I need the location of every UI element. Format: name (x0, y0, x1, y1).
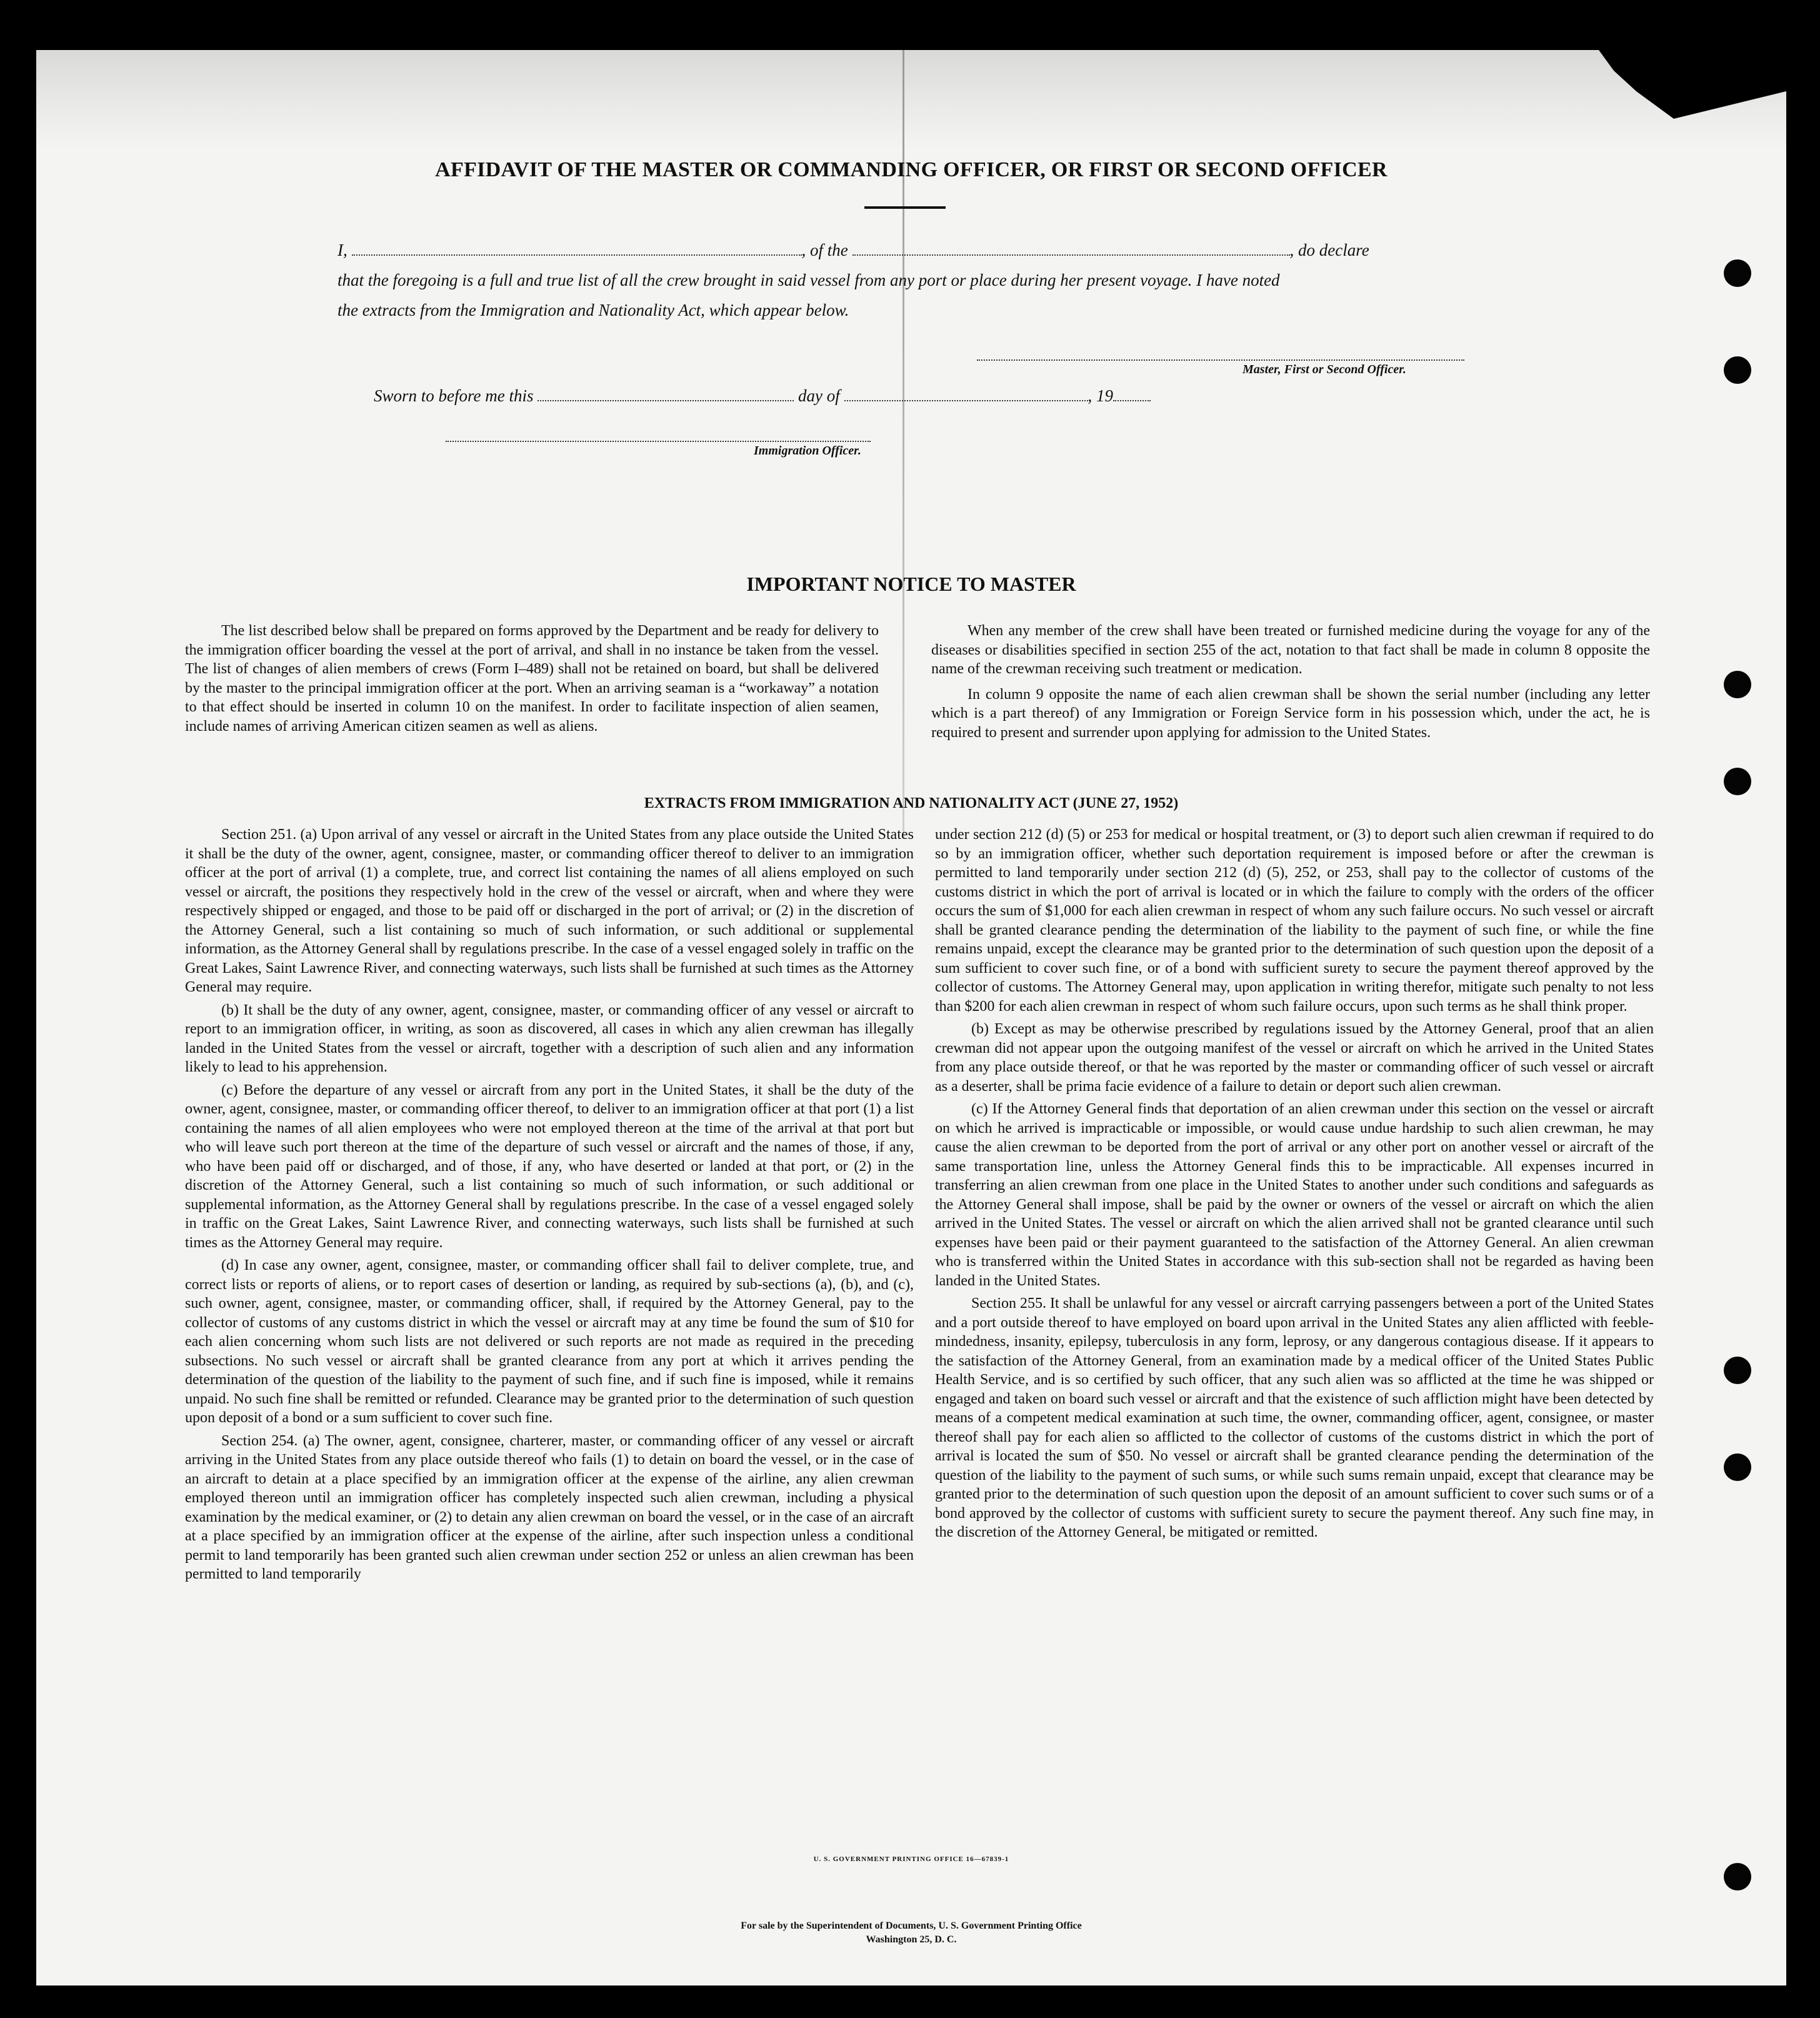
affidavit-of-the: , of the (801, 241, 848, 259)
section-254-a-continued: under section 212 (d) (5) or 253 for medical or hospital treatment, or (3) to deport such alien crewman if required to do so by an immigration officer, whether such deportation requirement is imposed before or after the crewman is permitted to land temporarily under section 212 (d) (5), 252, or 253, shall pay to the collector of customs of the customs district in which the port of arrival is located or in which the failure to comply with the orders of the officer occurs the sum of $1,000 for each alien crewman in respect of whom any such failure occurs. No such vessel or aircraft shall be granted clearance pending the determination of the liability to the payment of such fine, or while the fine remains unpaid, except the clearance may be granted prior to the determination of such question upon the deposit of a sum sufficient to cover such fine, or of a bond with sufficient surety to secure the payment thereof approved by the collector of customs. The Attorney General may, upon application in writing therefor, mitigate such penalty to not less than $200 for each alien crewman in respect of whom such failure occurs, upon such terms as he shall think proper. (935, 826, 1654, 1015)
sale-notice (36, 1919, 1786, 1947)
sworn-text: Sworn to before me this (374, 386, 534, 405)
section-254-c: (c) If the Attorney General finds that deportation of an alien crewman under this section on the vessel or aircraft on which he arrived is impracticable or impossible, or would cause undue hardship to such alien crewman, he may cause the alien crewman to be deported from the port of arrival or any other port on another vessel or aircraft of the same transportation line, unless the Attorney General finds this to be impracticable. All expenses incurred in transferring an alien crewman from one place in the United States to another under such conditions and safeguards as the Attorney General shall impose, shall be paid by the owner or owners of the vessel or aircraft on which the alien arrived in the United States. The vessel or aircraft on which the alien arrived shall not be granted clearance until such expenses have been paid or their payment guaranteed to the satisfaction of the Attorney General. An alien crewman who is transferred within the United States in accordance with this sub-section shall not be regarded as having been landed in the United States. (935, 1101, 1654, 1289)
section-251-c: (c) Before the departure of any vessel or aircraft from any port in the United States, it shall be the duty of the owner, agent, consignee, master, or commanding officer thereof, to deliver to an immigration officer at that port (1) a list containing the names of all alien employees who were not employed thereon at the time of the arrival at that port but who will leave such port thereon at the time of the departure of such vessel or aircraft and the names of those, if any, who have been paid off or discharged, and of those, if any, who have deserted or landed at that port, or (2) in the discretion of the Attorney General, such a list containing so much of such information, or such additional or supplemental information, as the Attorney General shall by regulations prescribe. In the case of a vessel engaged solely in traffic on the Great Lakes, Saint Lawrence River, and connecting waterways, such lists shall be furnished at such times as the Attorney General may require. (185, 1082, 914, 1251)
punch-hole (1724, 1453, 1751, 1481)
section-251-b: (b) It shall be the duty of any owner, agent, consignee, master, or commanding officer of any vessel or aircraft to report to an immigration officer, in writing, as soon as discovered, all cases in which any alien crewman has illegally landed in the United States from the vessel or aircraft, together with a description of such alien and any information likely to lead to his apprehension. (185, 1001, 914, 1075)
section-251-d: (d) In case any owner, agent, consignee, master, or commanding officer shall fail to deliver complete, true, and correct lists or reports of aliens, or to report cases of desertion or landing, as required by sub-sections (a), (b), and (c), such owner, agent, consignee, master, or commanding officer, shall, if required by the Attorney General, pay to the collector of customs of any customs district in which the vessel or aircraft may at any time be found the sum of $10 for each alien concerning whom such lists are not delivered or such reports are not made as required in the preceding subsections. No such vessel or aircraft shall be granted clearance from any port at which it arrives pending the determination of the question of the liability to the payment of such fine, and if such fine is imposed, while it remains unpaid. No such fine shall be remitted or refunded. Clearance may be granted prior to the determination of such question upon deposit of a bond or a sum sufficient to cover such fine. (185, 1257, 914, 1426)
section-254-a: Section 254. (a) The owner, agent, consignee, charterer, master, or commanding officer of any vessel or aircraft arriving in the United States from any place outside thereof who fails (1) to detain on board the vessel, or in the case of an aircraft to detain at a place specified by an immigration officer at the expense of the airline, any alien crewman employed thereon until an immigration officer has completely inspected such alien crewman, including a physical examination by the medical examiner, or (2) to detain any alien crewman on board the vessel, or in the case of an aircraft at a place specified by an immigration officer at the expense of the airline, after such inspection unless a conditional permit to land temporarily has been granted such alien crewman under section 252 or unless an alien crewman has been permitted to land temporarily (185, 1432, 914, 1582)
vessel-blank[interactable] (852, 243, 1290, 256)
affidavit-title: AFFIDAVIT OF THE MASTER OR COMMANDING OFFICER, OR FIRST OR SECOND OFFICER (435, 158, 1388, 181)
year-blank[interactable] (1113, 389, 1151, 401)
officer-label: Immigration Officer. (754, 444, 861, 458)
punch-hole (1724, 1357, 1751, 1384)
punch-hole (1724, 768, 1751, 795)
notice-left-column (185, 581, 879, 740)
affidavit-i: I, (338, 241, 348, 259)
notice-left-paragraph: The list described below shall be prepared on forms approved by the Department and be ready for delivery to the immigration officer boarding the vessel at the port of arrival, and shall in no instance be taken from the vessel. The list of changes of alien members of crews (Form I–489) shall not be retained on board, but shall be delivered by the master to the principal immigration officer at the port. When an arriving seaman is a “workaway” a notation to that effect should be inserted in column 10 on the manifest. In order to facilitate inspection of alien seamen, include names of arriving American citizen seamen as well as aliens. (185, 623, 879, 735)
notice-heading: IMPORTANT NOTICE TO MASTER (746, 573, 1076, 595)
section-251-a: Section 251. (a) Upon arrival of any vessel or aircraft in the United States from any place outside the United States it shall be the duty of the owner, agent, consignee, master, or commanding officer thereof to deliver to an immigration officer at the port of arrival (1) a complete, true, and correct list containing the names of all aliens employed on such vessel or aircraft, the positions they respectively hold in the crew of the vessel or aircraft, when and where they were respectively shipped or engaged, and those to be paid off or discharged in the port of arrival; or (2) in the discretion of the Attorney General, such a list containing so much of such information, or such additional or supplemental information, as the Attorney General shall by regulations prescribe. In the case of a vessel engaged solely in traffic on the Great Lakes, Saint Lawrence River, and connecting waterways, such lists shall be furnished at such times as the Attorney General may require. (185, 826, 914, 995)
day-of-text: day of (798, 386, 840, 405)
year-prefix: , 19 (1088, 386, 1113, 405)
punch-hole (1724, 356, 1751, 384)
affidavit-line-3: the extracts from the Immigration and Nationality Act, which appear below. (338, 301, 849, 319)
notice-right-paragraph-1: When any member of the crew shall have been treated or furnished medicine during the voyage for any of the diseases or disabilities specified in section 255 of the act, notation to that fact shall be made in column 8 opposite the name of the crewman receiving such treatment or medication. (931, 623, 1650, 677)
sale-line-2: Washington 25, D. C. (866, 1934, 957, 1945)
notice-right-column (931, 581, 1650, 746)
extracts-left-column (185, 825, 914, 1588)
extracts-right-column (935, 825, 1654, 1546)
extracts-heading: EXTRACTS FROM IMMIGRATION AND NATIONALITY ACT (JUNE 27, 1952) (644, 795, 1179, 811)
punch-hole (1724, 259, 1751, 287)
punch-hole (1724, 1863, 1751, 1890)
scan-shading (36, 50, 1786, 150)
name-blank[interactable] (352, 243, 802, 256)
punch-hole (1724, 671, 1751, 698)
officer-signature-line[interactable] (446, 441, 871, 442)
day-blank[interactable] (538, 389, 794, 401)
month-blank[interactable] (844, 389, 1088, 401)
master-label: Master, First or Second Officer. (1242, 363, 1406, 376)
document-page (36, 50, 1786, 1985)
title-rule (864, 206, 946, 209)
sale-line-1: For sale by the Superintendent of Documents, U. S. Government Printing Office (741, 1920, 1082, 1931)
affidavit-line-2: that the foregoing is a full and true list of all the crew brought in said vessel from any port or place during her present voyage. I have noted (338, 271, 1280, 289)
sworn-line (374, 386, 1151, 406)
section-254-b: (b) Except as may be otherwise prescribed by regulations issued by the Attorney General, proof that an alien crewman did not appear upon the outgoing manifest of the vessel or aircraft on which he arrived in the United States from any place outside thereof, or that he was reported by the master or commanding officer of such vessel or aircraft as a deserter, shall be prima facie evidence of a failure to detain or deport such alien crewman. (935, 1021, 1654, 1095)
affidavit-line-1 (338, 241, 1369, 260)
master-signature-line[interactable] (977, 359, 1464, 361)
printing-office-line: U. S. GOVERNMENT PRINTING OFFICE 16—67839-1 (813, 1855, 1009, 1863)
notice-right-paragraph-2: In column 9 opposite the name of each alien crewman shall be shown the serial number (including any letter which is a part thereof) of any Immigration or Foreign Service form in his possession which, under the act, he is required to present and surrender upon applying for admission to the United States. (931, 686, 1650, 741)
section-255: Section 255. It shall be unlawful for any vessel or aircraft carrying passengers between a port of the United States and a port outside thereof to have employed on board upon arrival in the United States any alien afflicted with feeble-mindedness, insanity, epilepsy, tuberculosis in any form, leprosy, or any dangerous contagious disease. If it appears to the satisfaction of the Attorney General, from an examination made by a medical officer of the United States Public Health Service, and is so certified by such officer, that any such alien was so afflicted at the time he was shipped or engaged and taken on board such vessel or aircraft and that the existence of such affliction might have been detected by means of a competent medical examination at such time, the owner, commanding officer, agent, consignee, or master thereof shall pay for each alien so afflicted to the collector of customs of the customs district in which the port of arrival is located the sum of $50. No vessel or aircraft shall be granted clearance pending the determination of the question of the liability to the payment of such sums, or while such sums remain unpaid, except that clearance may be granted prior to the determination of such question upon the deposit of an amount sufficient to cover such sums or of a bond approved by the collector of customs with sufficient surety to secure the payment thereof. Any such fine may, in the discretion of the Attorney General, be mitigated or remitted. (935, 1295, 1654, 1540)
affidavit-declare: , do declare (1289, 241, 1369, 259)
